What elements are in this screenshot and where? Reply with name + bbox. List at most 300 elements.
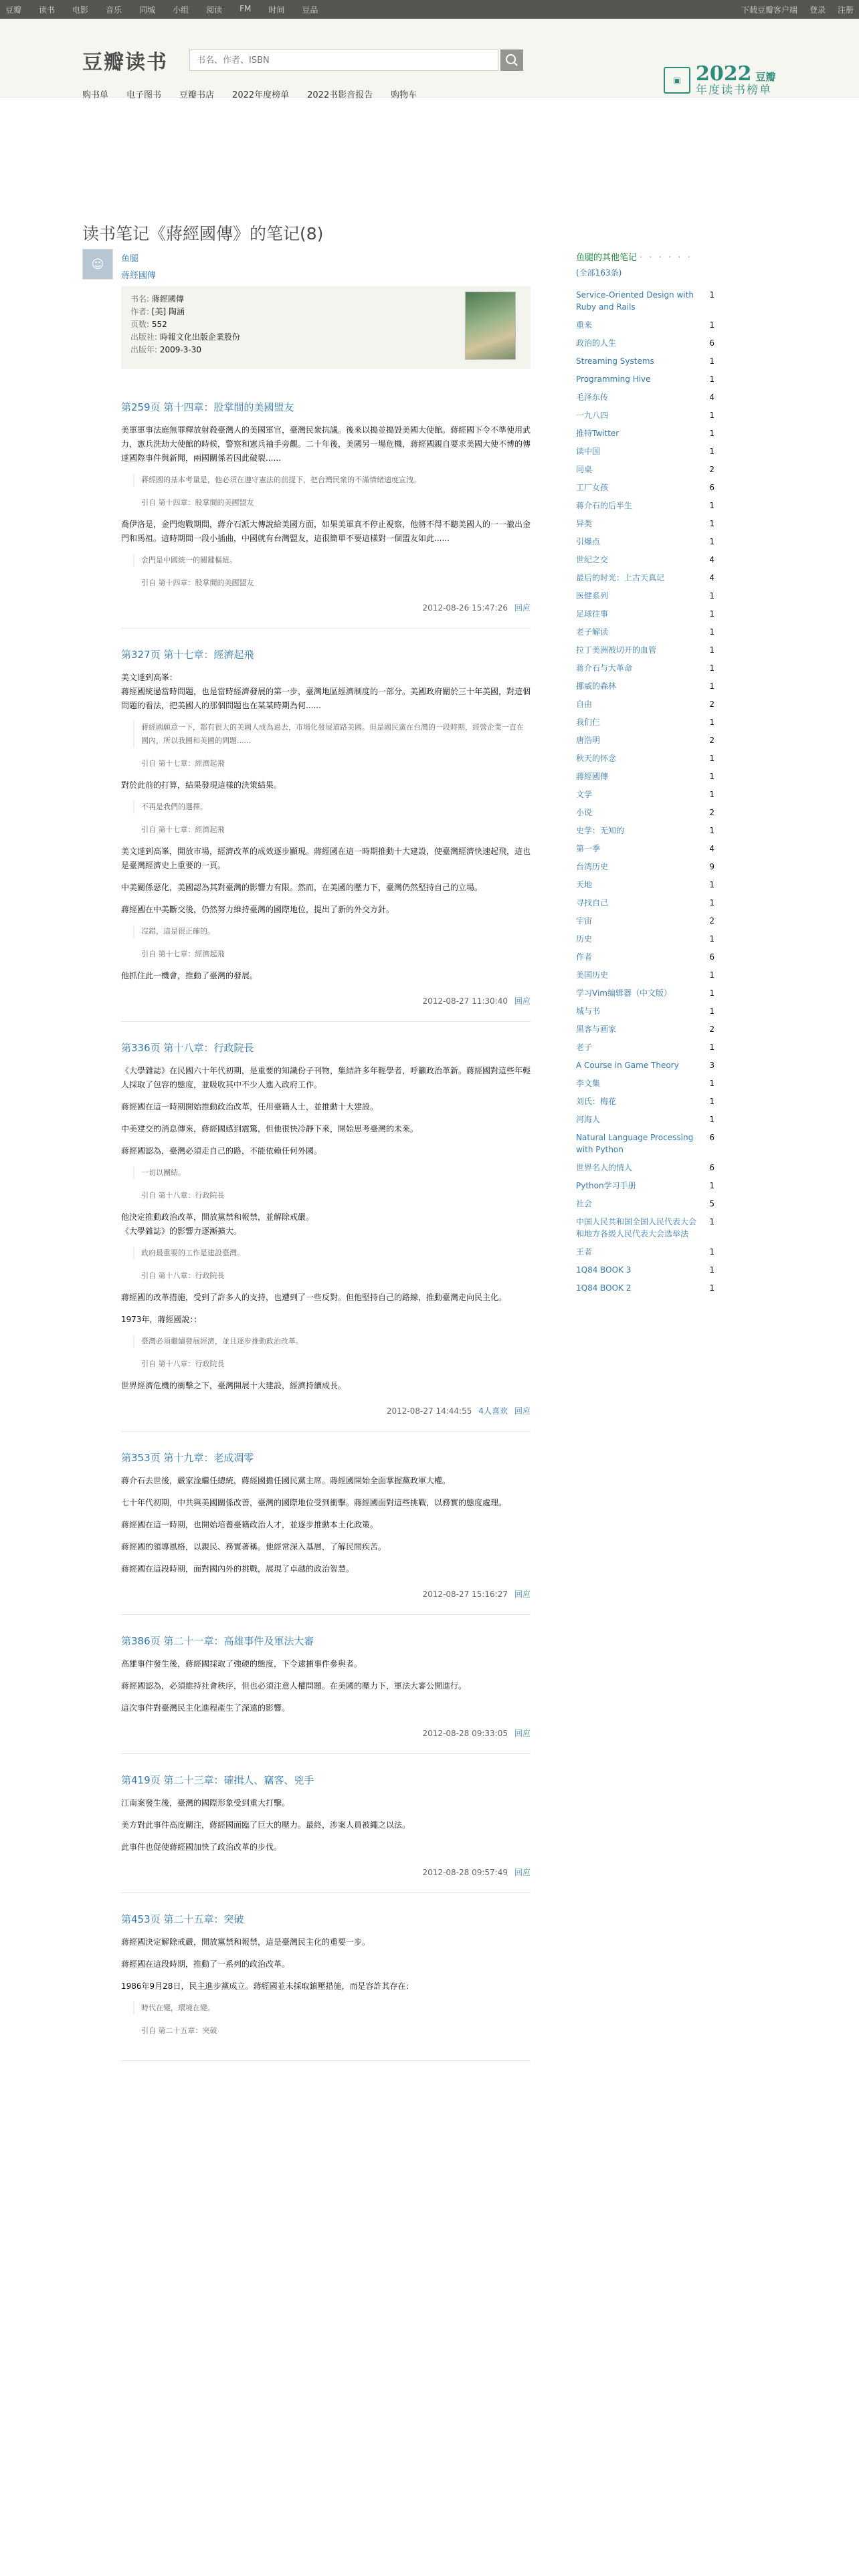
other-note-item bbox=[576, 1282, 714, 1294]
other-note-item bbox=[576, 987, 714, 999]
other-note-count: 1 bbox=[709, 988, 714, 998]
banner-brand: 豆瓣 bbox=[755, 71, 776, 84]
quote-text: 時代在變，環境在變。 bbox=[133, 2002, 531, 2015]
other-note-item bbox=[576, 289, 714, 313]
note-paragraph: 蔣經國在這一時期，也開始培養臺籍政治人才，並逐步推動本土化政策。 bbox=[121, 1520, 379, 1529]
sub-nav-item[interactable]: 2022书影音报告 bbox=[307, 90, 373, 100]
other-note-link[interactable]: 异类 bbox=[576, 519, 593, 528]
other-note-link[interactable]: 李文集 bbox=[576, 1079, 601, 1088]
other-note-item bbox=[576, 861, 714, 873]
other-note-link[interactable]: 作者 bbox=[576, 952, 593, 962]
other-note-item bbox=[576, 734, 714, 746]
book-info-value: 時報文化出版企業股份 bbox=[159, 332, 240, 342]
search-input[interactable] bbox=[190, 51, 498, 70]
other-note-link[interactable]: Natural Language Processing with Python bbox=[576, 1133, 694, 1154]
other-note-count: 4 bbox=[709, 393, 714, 402]
note-paragraph: 美軍軍事法庭無罪釋放射殺臺灣人的美國軍官，臺灣民衆抗議。後來以搗並搗毀美國大使館。蔣經國下令不準使用武力，憲兵洗劫大使館的時候，警察和憲兵袖手旁觀。二十年後，美國另一場危機，蔣經國親自要求美國大使不博的傳達國際事件與新聞，兩國關係若因此破裂...... bbox=[121, 425, 531, 463]
quote-citation: 引自 第十八章：行政院長 bbox=[141, 1360, 225, 1368]
other-note-link[interactable]: 拉丁美洲被切开的血管 bbox=[576, 645, 657, 655]
other-note-item bbox=[576, 337, 714, 349]
other-note-count: 1 bbox=[709, 681, 714, 691]
other-note-count: 3 bbox=[709, 1061, 714, 1070]
other-note-count: 1 bbox=[709, 718, 714, 727]
other-note-count: 4 bbox=[709, 555, 714, 564]
other-note-link[interactable]: 老子 bbox=[576, 1043, 593, 1052]
note-paragraph: 蔣經國的改革措施，受到了許多人的支持，也遭到了一些反對。但他堅持自己的路線，推動臺灣走向民主化。 bbox=[121, 1293, 507, 1302]
other-note-link[interactable]: 历史 bbox=[576, 934, 593, 944]
book-info-row bbox=[130, 293, 240, 306]
other-note-count: 1 bbox=[709, 501, 714, 510]
other-note-count: 1 bbox=[709, 609, 714, 619]
other-note-item bbox=[576, 1041, 714, 1053]
other-note-item bbox=[576, 1216, 714, 1240]
note-entry bbox=[121, 1773, 531, 1893]
global-nav-item[interactable]: 时间 bbox=[268, 5, 285, 15]
global-nav-item[interactable]: 豆品 bbox=[302, 5, 318, 15]
quote-text: 臺灣必須繼續發展經濟，並且逐步推動政治改革。 bbox=[133, 1335, 531, 1348]
other-note-link[interactable]: Service-Oriented Design with Ruby and Rails bbox=[576, 290, 694, 312]
other-note-link[interactable]: Python学习手册 bbox=[576, 1181, 636, 1190]
quote-text: 政府最重要的工作是建設臺灣。 bbox=[133, 1247, 531, 1260]
other-note-count: 1 bbox=[709, 1247, 714, 1257]
note-paragraph: 蔣經國在這段時期，推動了一系列的政治改革。 bbox=[121, 1959, 290, 1969]
other-note-item bbox=[576, 1023, 714, 1035]
note-quote bbox=[133, 554, 531, 590]
other-note-link[interactable]: 1Q84 BOOK 3 bbox=[576, 1265, 632, 1275]
other-note-count: 1 bbox=[709, 290, 714, 300]
other-note-link[interactable]: 毛泽东传 bbox=[576, 393, 609, 402]
sub-nav bbox=[82, 88, 417, 100]
other-note-count: 1 bbox=[709, 970, 714, 980]
other-note-count: 1 bbox=[709, 411, 714, 420]
note-likes[interactable]: 4人喜欢 bbox=[478, 1406, 508, 1416]
other-note-count: 1 bbox=[709, 1115, 714, 1124]
other-note-link[interactable]: 城与书 bbox=[576, 1006, 601, 1016]
other-note-item bbox=[576, 879, 714, 891]
note-paragraph: 蔣介石去世後，嚴家淦繼任總統，蔣經國擔任國民黨主席。蔣經國開始全面掌握黨政軍大權。 bbox=[121, 1476, 451, 1485]
book-info-row bbox=[130, 318, 240, 331]
book-info-value: 蔣經國傳 bbox=[151, 294, 184, 304]
note-quote bbox=[133, 2002, 531, 2038]
note-paragraph: 七十年代初期，中共與美國關係改善，臺灣的國際地位受到衝擊。蔣經國面對這些挑戰，以務實的態度處理。 bbox=[121, 1498, 507, 1507]
note-quote bbox=[133, 1166, 531, 1202]
global-nav-right bbox=[741, 4, 854, 15]
note-paragraph: 中美關係惡化，美國認為其對臺灣的影響力有限。然而，在美國的壓力下，臺灣仍然堅持自己的立場。 bbox=[121, 883, 483, 892]
note-quote bbox=[133, 1335, 531, 1371]
other-note-item bbox=[576, 590, 714, 602]
note-timestamp: 2012-08-26 15:47:26 bbox=[422, 603, 508, 613]
other-note-link[interactable]: 读中国 bbox=[576, 447, 601, 456]
other-note-count: 1 bbox=[709, 772, 714, 781]
note-entry bbox=[121, 1634, 531, 1754]
note-entry bbox=[121, 647, 531, 1022]
book-info-row bbox=[130, 331, 240, 344]
other-note-item bbox=[576, 680, 714, 692]
global-nav-item[interactable]: 同城 bbox=[139, 5, 156, 15]
other-note-count: 1 bbox=[709, 1181, 714, 1190]
search-button[interactable] bbox=[500, 49, 523, 71]
other-note-count: 5 bbox=[709, 1199, 714, 1208]
other-note-item bbox=[576, 463, 714, 475]
other-note-count: 1 bbox=[709, 429, 714, 438]
other-note-item bbox=[576, 716, 714, 728]
other-note-link[interactable]: 天地 bbox=[576, 880, 593, 889]
note-paragraph: 他抓住此一機會，推動了臺灣的發展。 bbox=[121, 971, 258, 980]
other-notes-list bbox=[576, 289, 714, 1294]
other-note-count: 6 bbox=[709, 1133, 714, 1142]
other-note-link[interactable]: 足球往事 bbox=[576, 609, 609, 619]
other-note-count: 4 bbox=[709, 573, 714, 582]
other-note-link[interactable]: 文学 bbox=[576, 790, 593, 799]
note-timestamp: 2012-08-27 15:16:27 bbox=[422, 1590, 508, 1599]
global-nav-item[interactable]: 读书 bbox=[39, 5, 56, 15]
global-nav-right-item[interactable]: 登录 bbox=[809, 5, 826, 15]
quote-text: 蔣經國的基本考量是，他必須在遵守憲法的前提下，把台灣民衆的不滿情緒適度宣洩。 bbox=[133, 473, 531, 487]
book-info-key: 作者: bbox=[130, 307, 152, 316]
other-note-item bbox=[576, 752, 714, 764]
note-paragraph: 世界經濟危機的衝擊之下，臺灣開展十大建設，經濟持續成長。 bbox=[121, 1381, 347, 1390]
note-title-link[interactable]: 第336页 第十八章：行政院長 bbox=[121, 1042, 254, 1054]
other-note-link[interactable]: 引爆点 bbox=[576, 537, 601, 546]
other-note-link[interactable]: 自由 bbox=[576, 700, 593, 709]
other-note-item bbox=[576, 373, 714, 385]
book-info-key: 出版年: bbox=[130, 345, 160, 354]
note-paragraph: 美文達到高峯，開放市場，經濟改革的成效逐步顯現。蔣經國在這一時期推動十大建設，使臺灣經濟快速起飛，這也是臺灣經濟史上重要的一頁。 bbox=[121, 847, 531, 870]
note-title-link[interactable]: 第386页 第二十一章：高雄事件及軍法大審 bbox=[121, 1635, 314, 1647]
quote-citation: 引自 第十七章：經濟起飛 bbox=[141, 950, 225, 958]
other-note-link[interactable]: 小说 bbox=[576, 808, 593, 817]
other-note-count: 6 bbox=[709, 952, 714, 962]
other-note-item bbox=[576, 1095, 714, 1107]
book-info-value: 552 bbox=[151, 320, 167, 329]
book-info-value: 2009-3-30 bbox=[159, 345, 201, 354]
note-quote bbox=[133, 721, 531, 770]
other-note-item bbox=[576, 518, 714, 530]
global-nav-right-item[interactable]: 注册 bbox=[837, 5, 854, 15]
other-note-item bbox=[576, 644, 714, 656]
note-timestamp: 2012-08-27 14:44:55 bbox=[386, 1406, 472, 1416]
note-paragraph: 《大學雜誌》在民國六十年代初期，是重要的知識份子刊物，集結許多年輕學者，呼籲政治革新。蔣經國對這些年輕人採取了包容的態度，並吸收其中不少人進入政府工作。 bbox=[121, 1066, 531, 1089]
other-note-count: 1 bbox=[709, 1283, 714, 1293]
sub-nav-item[interactable]: 豆瓣书店 bbox=[179, 90, 215, 100]
page-title: 读书笔记《蔣經國傳》的笔记(8) bbox=[82, 224, 324, 243]
other-note-link[interactable]: 一九八四 bbox=[576, 411, 609, 420]
other-note-link[interactable]: 社会 bbox=[576, 1199, 593, 1208]
other-note-link[interactable]: 老子解读 bbox=[576, 627, 609, 637]
other-note-link[interactable]: 世纪之交 bbox=[576, 555, 609, 564]
note-timestamp: 2012-08-28 09:57:49 bbox=[422, 1868, 508, 1877]
book-title-link[interactable]: 蔣經國傳 bbox=[121, 271, 157, 281]
other-note-item bbox=[576, 897, 714, 909]
sub-nav-item[interactable]: 电子图书 bbox=[126, 90, 162, 100]
note-paragraph: 美文達到高峯： 蔣經國統過當時問題，也是當時經濟發展的第一步，臺灣地區經濟制度的一部分。美國政府關於三十年美國，對這個問題的看法，把美國人的那個問題也在某某時期為何...... bbox=[121, 673, 531, 710]
other-note-link[interactable]: 宇宙 bbox=[576, 916, 593, 926]
other-note-count: 1 bbox=[709, 320, 714, 330]
global-nav-item[interactable]: 音乐 bbox=[106, 5, 122, 15]
reply-button[interactable]: 回应 bbox=[514, 1729, 531, 1738]
note-timestamp: 2012-08-27 11:30:40 bbox=[422, 996, 508, 1006]
other-note-link[interactable]: 蔣經國傳 bbox=[576, 772, 609, 781]
other-note-link[interactable]: 寻找自己 bbox=[576, 898, 609, 907]
other-note-item bbox=[576, 1264, 714, 1276]
other-note-item bbox=[576, 1198, 714, 1210]
other-note-item bbox=[576, 500, 714, 512]
note-paragraph: 這次事件對臺灣民主化進程產生了深遠的影響。 bbox=[121, 1703, 290, 1713]
other-note-count: 1 bbox=[709, 1043, 714, 1052]
other-note-count: 1 bbox=[709, 591, 714, 601]
note-meta bbox=[121, 602, 531, 613]
sidebar-title: 鱼腿的其他笔记 · · · · · · bbox=[576, 253, 692, 263]
other-note-item bbox=[576, 698, 714, 710]
reply-button[interactable]: 回应 bbox=[514, 1868, 531, 1877]
other-note-item bbox=[576, 1246, 714, 1258]
other-note-link[interactable]: 世界名人的情人 bbox=[576, 1163, 633, 1172]
note-paragraph: 蔣經國決定解除戒嚴，開放黨禁和報禁，這是臺灣民主化的重要一步。 bbox=[121, 1937, 371, 1947]
other-note-item bbox=[576, 951, 714, 963]
other-note-item bbox=[576, 319, 714, 331]
note-paragraph: 江南案發生後，臺灣的國際形象受到重大打擊。 bbox=[121, 1798, 290, 1808]
other-note-link[interactable]: 挪威的森林 bbox=[576, 681, 617, 691]
other-note-count: 9 bbox=[709, 862, 714, 871]
other-note-item bbox=[576, 355, 714, 367]
author-name-link[interactable]: 鱼腿 bbox=[121, 254, 139, 264]
note-paragraph: 1986年9月28日，民主進步黨成立。蔣經國並未採取鎮壓措施，而是容許其存在： bbox=[121, 1981, 414, 1991]
other-note-count: 1 bbox=[709, 663, 714, 673]
note-title-link[interactable]: 第259页 第十四章：股掌間的美國盟友 bbox=[121, 401, 294, 413]
note-title-link[interactable]: 第327页 第十七章：經濟起飛 bbox=[121, 649, 254, 661]
other-note-count: 6 bbox=[709, 483, 714, 492]
note-paragraph: 蔣經國的領導風格，以親民、務實著稱。他經常深入基層，了解民間疾苦。 bbox=[121, 1542, 387, 1551]
note-paragraph: 喬伊洛是，金門炮戰期間，蔣介石派大傳說給美國方面，如果美軍真不停止視察，他將不得不聽美國人的一一撤出金門和馬祖。這時期間一段小插曲，中國就有台灣盟友，這很簡單不要這樣對一個盟友如此...... bbox=[121, 520, 531, 543]
other-note-item bbox=[576, 915, 714, 927]
other-note-item bbox=[576, 933, 714, 945]
quote-text: 蔣經國願意一下，都有很大的美國人成為過去，市場化發展道路美國。但是國民黨在台灣的一段時期，經營企業一直在國內，所以我國和美國的問題...... bbox=[133, 721, 531, 748]
note-meta bbox=[121, 1866, 531, 1878]
other-note-link[interactable]: 中国人民共和国全国人民代表大会和地方各级人民代表大会选举法 bbox=[576, 1217, 697, 1239]
note-paragraph: 蔣經國在中美斷交後，仍然努力維持臺灣的國際地位，提出了新的外交方針。 bbox=[121, 905, 395, 914]
other-note-count: 1 bbox=[709, 1265, 714, 1275]
other-note-item bbox=[576, 807, 714, 819]
note-quote bbox=[133, 473, 531, 510]
banner-logo-icon: ▣ bbox=[664, 67, 690, 94]
banner-subtitle: 年度读书榜单 bbox=[696, 83, 772, 97]
other-note-link[interactable]: 唐浩明 bbox=[576, 736, 601, 745]
other-note-link[interactable]: 王者 bbox=[576, 1247, 593, 1257]
author-block bbox=[82, 249, 156, 281]
quote-citation: 引自 第十四章：股掌間的美國盟友 bbox=[141, 498, 254, 507]
other-note-item bbox=[576, 770, 714, 782]
other-note-item bbox=[576, 1005, 714, 1017]
note-quote bbox=[133, 925, 531, 961]
quote-citation: 引自 第十七章：經濟起飛 bbox=[141, 759, 225, 768]
other-note-item bbox=[576, 626, 714, 638]
other-note-link[interactable]: 刘氏：梅花 bbox=[576, 1097, 617, 1106]
other-note-count: 1 bbox=[709, 754, 714, 763]
other-note-count: 1 bbox=[709, 519, 714, 528]
note-meta bbox=[121, 995, 531, 1006]
note-title-link[interactable]: 第453页 第二十五章：突破 bbox=[121, 1913, 244, 1925]
other-note-link[interactable]: 工厂女孩 bbox=[576, 483, 609, 492]
other-note-count: 1 bbox=[709, 447, 714, 456]
note-paragraph: 此事件也促使蔣經國加快了政治改革的步伐。 bbox=[121, 1842, 282, 1852]
other-note-item bbox=[576, 427, 714, 439]
other-note-link[interactable]: 美国历史 bbox=[576, 970, 609, 980]
other-note-link[interactable]: A Course in Game Theory bbox=[576, 1061, 679, 1070]
other-note-link[interactable]: 史学：无知的 bbox=[576, 826, 625, 835]
reply-button[interactable]: 回应 bbox=[514, 1406, 531, 1416]
note-meta bbox=[121, 1405, 531, 1416]
other-note-item bbox=[576, 481, 714, 494]
note-paragraph: 蔣經國在這一時期開始推動政治改革，任用臺籍人士，並推動十大建設。 bbox=[121, 1102, 379, 1111]
book-info-key: 书名: bbox=[130, 294, 152, 304]
quote-text: 金門是中國統一的關鍵樞紐。 bbox=[133, 554, 531, 567]
other-note-item bbox=[576, 391, 714, 403]
sub-nav-item[interactable]: 购物车 bbox=[391, 90, 417, 100]
other-note-count: 1 bbox=[709, 356, 714, 366]
other-note-count: 1 bbox=[709, 537, 714, 546]
other-note-count: 1 bbox=[709, 898, 714, 907]
book-info bbox=[130, 293, 240, 356]
other-note-count: 2 bbox=[709, 1025, 714, 1034]
note-entry bbox=[121, 1451, 531, 1615]
sidebar bbox=[576, 250, 714, 1300]
other-note-item bbox=[576, 536, 714, 548]
all-notes-link[interactable]: (全部163条) bbox=[576, 268, 622, 278]
global-nav-item[interactable]: 豆瓣 bbox=[5, 5, 22, 15]
other-note-link[interactable]: 秋天的怀念 bbox=[576, 754, 617, 763]
other-note-link[interactable]: 同桌 bbox=[576, 465, 593, 474]
other-note-link[interactable]: 学习Vim编辑器（中文版） bbox=[576, 988, 672, 998]
note-paragraph: 對於此前的打算，結果發現這樣的決策結果。 bbox=[121, 780, 282, 790]
other-note-link[interactable]: 台湾历史 bbox=[576, 862, 609, 871]
note-entry bbox=[121, 1041, 531, 1432]
other-note-count: 1 bbox=[709, 1097, 714, 1106]
other-note-count: 1 bbox=[709, 826, 714, 835]
reply-button[interactable]: 回应 bbox=[514, 603, 531, 613]
other-note-count: 6 bbox=[709, 1163, 714, 1172]
other-note-link[interactable]: 重来 bbox=[576, 320, 593, 330]
global-nav-item[interactable]: 电影 bbox=[72, 5, 89, 15]
global-nav-item[interactable]: 阅读 bbox=[206, 5, 223, 15]
book-info-row bbox=[130, 306, 240, 318]
book-cover[interactable] bbox=[465, 292, 516, 360]
reply-button[interactable]: 回应 bbox=[514, 996, 531, 1006]
note-entry bbox=[121, 1912, 531, 2061]
sub-nav-item[interactable]: 2022年度榜单 bbox=[232, 90, 290, 100]
quote-citation: 引自 第十七章：經濟起飛 bbox=[141, 825, 225, 834]
other-note-link[interactable]: Programming Hive bbox=[576, 374, 651, 384]
other-note-item bbox=[576, 554, 714, 566]
quote-citation: 引自 第十八章：行政院長 bbox=[141, 1191, 225, 1200]
other-note-link[interactable]: 蒋介石的后半生 bbox=[576, 501, 633, 510]
note-paragraph: 美方對此事件高度關注，蔣經國面臨了巨大的壓力。最終，涉案人員被繩之以法。 bbox=[121, 1820, 411, 1830]
quote-text: 沒錯，這是很正確的。 bbox=[133, 925, 531, 938]
site-header bbox=[0, 19, 859, 98]
other-note-link[interactable]: 河海人 bbox=[576, 1115, 601, 1124]
book-info-box bbox=[121, 286, 531, 369]
other-note-count: 2 bbox=[709, 700, 714, 709]
reply-button[interactable]: 回应 bbox=[514, 1590, 531, 1599]
note-quote bbox=[133, 1247, 531, 1283]
note-paragraph: 高雄事件發生後，蔣經國採取了強硬的態度，下令逮捕事件參與者。 bbox=[121, 1659, 363, 1669]
note-title-link[interactable]: 第353页 第十九章：老成凋零 bbox=[121, 1452, 254, 1464]
note-entry bbox=[121, 400, 531, 629]
note-quote bbox=[133, 800, 531, 837]
quote-text: 不再是我們的選擇。 bbox=[133, 800, 531, 814]
quote-citation: 引自 第二十五章：突破 bbox=[141, 2026, 217, 2035]
other-note-item bbox=[576, 1162, 714, 1174]
other-note-item bbox=[576, 662, 714, 674]
other-note-link[interactable]: 我们仨 bbox=[576, 718, 601, 727]
note-paragraph: 蔣經國認為，必須維持社會秩序，但也必須注意人權問題。在美國的壓力下，軍法大審公開進行。 bbox=[121, 1681, 467, 1691]
other-note-link[interactable]: 医健系列 bbox=[576, 591, 609, 601]
quote-citation: 引自 第十四章：股掌間的美國盟友 bbox=[141, 578, 254, 587]
other-note-item bbox=[576, 788, 714, 800]
other-note-item bbox=[576, 608, 714, 620]
other-note-item bbox=[576, 969, 714, 981]
other-note-item bbox=[576, 409, 714, 421]
other-note-item bbox=[576, 843, 714, 855]
other-note-link[interactable]: Streaming Systems bbox=[576, 356, 654, 366]
other-note-link[interactable]: 蒋介石与大革命 bbox=[576, 663, 633, 673]
other-note-link[interactable]: 1Q84 BOOK 2 bbox=[576, 1283, 632, 1293]
global-nav-item[interactable]: 小组 bbox=[173, 5, 189, 15]
other-note-link[interactable]: 第一季 bbox=[576, 844, 601, 853]
note-paragraph: 中美建交的消息傳來，蔣經國感到震驚，但他很快冷靜下來，開始思考臺灣的未來。 bbox=[121, 1124, 419, 1134]
other-note-count: 1 bbox=[709, 645, 714, 655]
note-title-link[interactable]: 第419页 第二十三章：確揖人、竊客、兇手 bbox=[121, 1774, 314, 1786]
other-note-link[interactable]: 黑客与画家 bbox=[576, 1025, 617, 1034]
other-note-item bbox=[576, 825, 714, 837]
other-note-item bbox=[576, 572, 714, 584]
other-note-link[interactable]: 推特Twitter bbox=[576, 429, 619, 438]
note-paragraph: 蔣經國認為，臺灣必須走自己的路，不能依賴任何外國。 bbox=[121, 1146, 322, 1156]
annual-list-banner[interactable] bbox=[664, 59, 776, 102]
other-note-count: 1 bbox=[709, 1006, 714, 1016]
note-paragraph: 他決定推動政治改革，開放黨禁和報禁，並解除戒嚴。 《大學雜誌》的影響力逐漸擴大。 bbox=[121, 1212, 314, 1236]
book-info-value: [美] 陶涵 bbox=[151, 307, 185, 316]
other-note-count: 2 bbox=[709, 916, 714, 926]
other-note-count: 1 bbox=[709, 1217, 714, 1226]
global-nav-right-item[interactable]: 下载豆瓣客户端 bbox=[741, 5, 797, 15]
other-note-item bbox=[576, 1113, 714, 1125]
book-info-key: 出版社: bbox=[130, 332, 160, 342]
search-box bbox=[189, 49, 498, 71]
notes-list bbox=[121, 400, 531, 2080]
other-note-count: 6 bbox=[709, 338, 714, 348]
sub-nav-item[interactable]: 购书单 bbox=[82, 90, 109, 100]
other-note-item bbox=[576, 1180, 714, 1192]
other-note-count: 2 bbox=[709, 465, 714, 474]
note-paragraph: 1973年，蔣經國說：： bbox=[121, 1315, 202, 1324]
other-note-count: 2 bbox=[709, 736, 714, 745]
other-note-count: 1 bbox=[709, 934, 714, 944]
other-note-link[interactable]: 最后的时光：上古天真记 bbox=[576, 573, 665, 582]
other-note-item bbox=[576, 1132, 714, 1156]
other-note-count: 1 bbox=[709, 1079, 714, 1088]
book-info-key: 页数: bbox=[130, 320, 152, 329]
other-note-count: 1 bbox=[709, 374, 714, 384]
banner-year: 2022 bbox=[696, 62, 752, 86]
other-note-link[interactable]: 政治的人生 bbox=[576, 338, 617, 348]
other-note-item bbox=[576, 1077, 714, 1089]
site-logo[interactable]: 豆瓣读书 bbox=[82, 51, 168, 74]
avatar[interactable]: ☺ bbox=[82, 249, 113, 280]
other-note-item bbox=[576, 1059, 714, 1071]
other-note-count: 1 bbox=[709, 627, 714, 637]
note-timestamp: 2012-08-28 09:33:05 bbox=[422, 1729, 508, 1738]
global-nav-item[interactable]: FM bbox=[240, 3, 252, 13]
